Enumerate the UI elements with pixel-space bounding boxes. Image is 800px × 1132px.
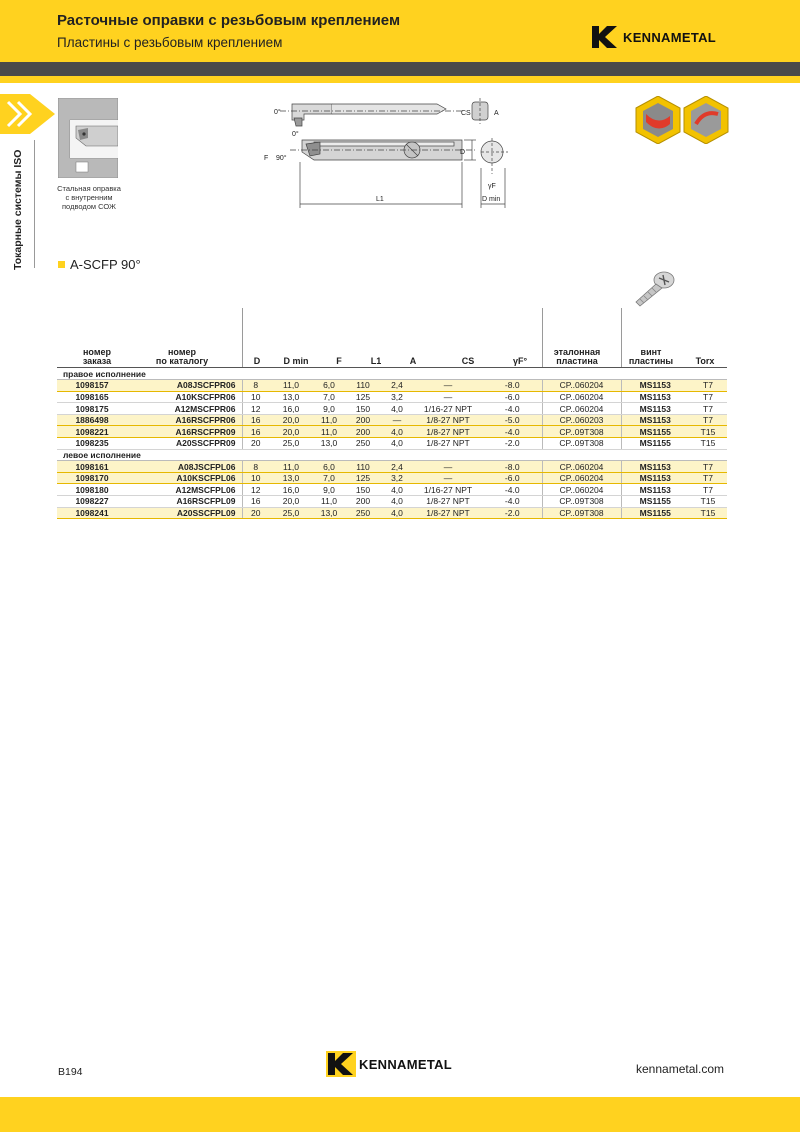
page-number: B194 bbox=[58, 1066, 83, 1078]
cell-a: 4,0 bbox=[381, 496, 413, 508]
cell-cs: 1/8-27 NPT bbox=[413, 496, 483, 508]
cell-order: 1886498 bbox=[57, 414, 127, 426]
table-row bbox=[57, 403, 727, 415]
label-zero-mid: 0° bbox=[292, 131, 299, 138]
cell-cs: — bbox=[413, 472, 483, 484]
cell-d: 16 bbox=[242, 426, 269, 438]
cell-catalog: A10KSCFPL06 bbox=[127, 472, 242, 484]
cell-a: 2,4 bbox=[381, 461, 413, 473]
cell-torx: T7 bbox=[689, 414, 727, 426]
cell-cs: 1/8-27 NPT bbox=[413, 426, 483, 438]
group-label: левое исполнение bbox=[57, 449, 727, 461]
cell-order: 1098235 bbox=[57, 438, 127, 450]
kennametal-k-icon bbox=[326, 1051, 356, 1077]
header-f: F bbox=[336, 356, 342, 366]
cell-dmin: 13,0 bbox=[269, 391, 313, 403]
side-divider bbox=[34, 140, 35, 268]
header-torx: Torx bbox=[695, 356, 715, 366]
kennametal-logo-footer bbox=[326, 1051, 452, 1077]
table-group-row bbox=[57, 449, 727, 461]
cell-cs: 1/16-27 NPT bbox=[413, 403, 483, 415]
group-label: правое исполнение bbox=[57, 368, 727, 380]
cell-screw: MS1155 bbox=[621, 426, 689, 438]
cell-f: 7,0 bbox=[313, 472, 345, 484]
cell-f: 7,0 bbox=[313, 391, 345, 403]
cell-dmin: 25,0 bbox=[269, 507, 313, 519]
header-divider bbox=[242, 308, 243, 368]
cell-gamma: -4.0 bbox=[483, 403, 542, 415]
cell-dmin: 11,0 bbox=[269, 461, 313, 473]
coolant-hexagon-icons bbox=[634, 96, 730, 144]
illustration-caption: Стальная оправка с внутренним подводом СОЖ bbox=[57, 184, 121, 211]
cell-d: 10 bbox=[242, 472, 269, 484]
cell-insert: CP..09T308 bbox=[542, 507, 621, 519]
cell-a: 2,4 bbox=[381, 380, 413, 392]
kennametal-logo bbox=[590, 24, 716, 50]
cell-gamma: -8.0 bbox=[483, 380, 542, 392]
cell-gamma: -2.0 bbox=[483, 438, 542, 450]
cell-d: 10 bbox=[242, 391, 269, 403]
header-order: номер заказа bbox=[82, 347, 112, 366]
header-gray-band bbox=[0, 62, 800, 76]
page-title: Расточные оправки с резьбовым креплением bbox=[57, 12, 401, 29]
data-table bbox=[57, 368, 727, 519]
cell-cs: 1/8-27 NPT bbox=[413, 438, 483, 450]
cell-a: 4,0 bbox=[381, 484, 413, 496]
label-dmin: D min bbox=[482, 196, 501, 203]
cell-catalog: A16RSCFPR09 bbox=[127, 426, 242, 438]
cell-f: 6,0 bbox=[313, 461, 345, 473]
header-gamma: γF° bbox=[512, 356, 528, 366]
header-d: D bbox=[253, 356, 261, 366]
brand-name-footer: KENNAMETAL bbox=[359, 1056, 453, 1072]
cell-gamma: -4.0 bbox=[483, 484, 542, 496]
cell-order: 1098175 bbox=[57, 403, 127, 415]
cell-l1: 110 bbox=[345, 461, 381, 473]
cell-gamma: -2.0 bbox=[483, 507, 542, 519]
cell-order: 1098227 bbox=[57, 496, 127, 508]
cell-order: 1098221 bbox=[57, 426, 127, 438]
cell-torx: T7 bbox=[689, 403, 727, 415]
cell-screw: MS1153 bbox=[621, 484, 689, 496]
cell-cs: — bbox=[413, 461, 483, 473]
page-subtitle: Пластины с резьбовым креплением bbox=[57, 35, 283, 50]
kennametal-k-icon bbox=[590, 24, 620, 50]
cell-f: 9,0 bbox=[313, 484, 345, 496]
table-row bbox=[57, 472, 727, 484]
label-gamma-f: γF bbox=[488, 183, 496, 190]
cell-catalog: A20SSCFPL09 bbox=[127, 507, 242, 519]
cell-gamma: -6.0 bbox=[483, 472, 542, 484]
cell-f: 13,0 bbox=[313, 507, 345, 519]
cell-screw: MS1153 bbox=[621, 403, 689, 415]
cell-a: 3,2 bbox=[381, 391, 413, 403]
cell-catalog: A08JSCFPR06 bbox=[127, 380, 242, 392]
cell-gamma: -5.0 bbox=[483, 414, 542, 426]
footer-band bbox=[0, 1097, 800, 1132]
header-screw: винт пластины bbox=[628, 347, 674, 366]
cell-screw: MS1153 bbox=[621, 414, 689, 426]
table-row bbox=[57, 496, 727, 508]
product-label-text: A-SCFP 90° bbox=[70, 257, 141, 272]
cell-insert: CP..09T308 bbox=[542, 426, 621, 438]
cell-torx: T15 bbox=[689, 496, 727, 508]
table-row bbox=[57, 380, 727, 392]
cell-a: 4,0 bbox=[381, 426, 413, 438]
cell-order: 1098157 bbox=[57, 380, 127, 392]
cell-cs: 1/8-27 NPT bbox=[413, 507, 483, 519]
cell-l1: 200 bbox=[345, 426, 381, 438]
boring-bar-illustration bbox=[58, 98, 118, 178]
cell-order: 1098180 bbox=[57, 484, 127, 496]
cell-insert: CP..060204 bbox=[542, 484, 621, 496]
cell-dmin: 25,0 bbox=[269, 438, 313, 450]
cell-l1: 110 bbox=[345, 380, 381, 392]
cell-torx: T7 bbox=[689, 391, 727, 403]
table-group-row bbox=[57, 368, 727, 380]
cell-cs: 1/8-27 NPT bbox=[413, 414, 483, 426]
header-dmin: D min bbox=[283, 356, 309, 366]
cell-insert: CP..060203 bbox=[542, 414, 621, 426]
brand-name: KENNAMETAL bbox=[623, 29, 717, 45]
cell-screw: MS1155 bbox=[621, 438, 689, 450]
cell-a: 4,0 bbox=[381, 438, 413, 450]
label-f: F bbox=[264, 155, 269, 162]
cell-cs: — bbox=[413, 391, 483, 403]
table-row bbox=[57, 484, 727, 496]
cell-a: 4,0 bbox=[381, 507, 413, 519]
cell-a: 3,2 bbox=[381, 472, 413, 484]
cell-d: 20 bbox=[242, 438, 269, 450]
header-divider bbox=[621, 308, 622, 368]
cell-screw: MS1155 bbox=[621, 507, 689, 519]
table-row bbox=[57, 461, 727, 473]
cell-screw: MS1153 bbox=[621, 472, 689, 484]
cell-insert: CP..060204 bbox=[542, 472, 621, 484]
cell-catalog: A10KSCFPR06 bbox=[127, 391, 242, 403]
cell-screw: MS1155 bbox=[621, 496, 689, 508]
label-d: D bbox=[460, 149, 466, 156]
cell-l1: 250 bbox=[345, 438, 381, 450]
cell-l1: 150 bbox=[345, 403, 381, 415]
section-chevron-icon bbox=[0, 94, 55, 134]
cell-catalog: A12MSCFPR06 bbox=[127, 403, 242, 415]
cell-dmin: 16,0 bbox=[269, 484, 313, 496]
cell-d: 8 bbox=[242, 380, 269, 392]
cell-f: 13,0 bbox=[313, 438, 345, 450]
cell-screw: MS1153 bbox=[621, 461, 689, 473]
label-zero-top: 0° bbox=[274, 109, 281, 116]
cell-dmin: 20,0 bbox=[269, 496, 313, 508]
label-angle-90: 90° bbox=[276, 155, 287, 162]
cell-order: 1098241 bbox=[57, 507, 127, 519]
cell-cs: — bbox=[413, 380, 483, 392]
cell-order: 1098170 bbox=[57, 472, 127, 484]
section-name: Токарные системы ISO bbox=[12, 149, 24, 270]
technical-drawing bbox=[262, 92, 514, 212]
header-catalog: номер по каталогу bbox=[155, 347, 209, 366]
cell-screw: MS1153 bbox=[621, 391, 689, 403]
cell-l1: 150 bbox=[345, 484, 381, 496]
table-row bbox=[57, 414, 727, 426]
cell-catalog: A20SSCFPR09 bbox=[127, 438, 242, 450]
table-row bbox=[57, 507, 727, 519]
cell-torx: T15 bbox=[689, 426, 727, 438]
label-l1: L1 bbox=[376, 196, 384, 203]
cell-gamma: -6.0 bbox=[483, 391, 542, 403]
header-insert: эталонная пластина bbox=[553, 347, 601, 366]
website-link[interactable]: kennametal.com bbox=[636, 1062, 725, 1076]
cell-a: — bbox=[381, 414, 413, 426]
table-row bbox=[57, 426, 727, 438]
label-a: A bbox=[494, 110, 499, 117]
cell-torx: T15 bbox=[689, 438, 727, 450]
cell-catalog: A08JSCFPL06 bbox=[127, 461, 242, 473]
table-header bbox=[57, 308, 727, 368]
cell-catalog: A12MSCFPL06 bbox=[127, 484, 242, 496]
cell-dmin: 16,0 bbox=[269, 403, 313, 415]
cell-l1: 200 bbox=[345, 496, 381, 508]
yellow-square-icon bbox=[58, 261, 65, 268]
header-divider bbox=[542, 308, 543, 368]
cell-screw: MS1153 bbox=[621, 380, 689, 392]
cell-f: 6,0 bbox=[313, 380, 345, 392]
cell-d: 8 bbox=[242, 461, 269, 473]
cell-d: 16 bbox=[242, 414, 269, 426]
cell-dmin: 13,0 bbox=[269, 472, 313, 484]
cell-d: 12 bbox=[242, 403, 269, 415]
cell-d: 16 bbox=[242, 496, 269, 508]
cell-torx: T7 bbox=[689, 484, 727, 496]
label-cs: CS bbox=[461, 110, 471, 117]
cell-insert: CP..060204 bbox=[542, 380, 621, 392]
header-yellow-strip bbox=[0, 76, 800, 83]
cell-insert: CP..060204 bbox=[542, 461, 621, 473]
cell-l1: 125 bbox=[345, 472, 381, 484]
cell-torx: T7 bbox=[689, 472, 727, 484]
cell-f: 11,0 bbox=[313, 426, 345, 438]
cell-cs: 1/16-27 NPT bbox=[413, 484, 483, 496]
cell-f: 11,0 bbox=[313, 414, 345, 426]
cell-torx: T7 bbox=[689, 380, 727, 392]
cell-gamma: -4.0 bbox=[483, 426, 542, 438]
cell-insert: CP..09T308 bbox=[542, 496, 621, 508]
cell-insert: CP..060204 bbox=[542, 403, 621, 415]
cell-catalog: A16RSCFPL09 bbox=[127, 496, 242, 508]
table-row bbox=[57, 391, 727, 403]
header-a: A bbox=[409, 356, 417, 366]
cell-d: 12 bbox=[242, 484, 269, 496]
cell-f: 11,0 bbox=[313, 496, 345, 508]
cell-l1: 200 bbox=[345, 414, 381, 426]
table-row bbox=[57, 438, 727, 450]
product-label bbox=[58, 257, 141, 272]
screw-icon bbox=[630, 268, 676, 308]
cell-torx: T15 bbox=[689, 507, 727, 519]
header-l1: L1 bbox=[370, 356, 382, 366]
cell-a: 4,0 bbox=[381, 403, 413, 415]
cell-gamma: -4.0 bbox=[483, 496, 542, 508]
cell-gamma: -8.0 bbox=[483, 461, 542, 473]
header-cs: CS bbox=[461, 356, 475, 366]
cell-order: 1098161 bbox=[57, 461, 127, 473]
cell-dmin: 20,0 bbox=[269, 414, 313, 426]
cell-torx: T7 bbox=[689, 461, 727, 473]
cell-l1: 125 bbox=[345, 391, 381, 403]
cell-insert: CP..09T308 bbox=[542, 438, 621, 450]
cell-d: 20 bbox=[242, 507, 269, 519]
cell-dmin: 20,0 bbox=[269, 426, 313, 438]
cell-catalog: A16RSCFPR06 bbox=[127, 414, 242, 426]
cell-order: 1098165 bbox=[57, 391, 127, 403]
cell-l1: 250 bbox=[345, 507, 381, 519]
cell-f: 9,0 bbox=[313, 403, 345, 415]
cell-insert: CP..060204 bbox=[542, 391, 621, 403]
cell-dmin: 11,0 bbox=[269, 380, 313, 392]
